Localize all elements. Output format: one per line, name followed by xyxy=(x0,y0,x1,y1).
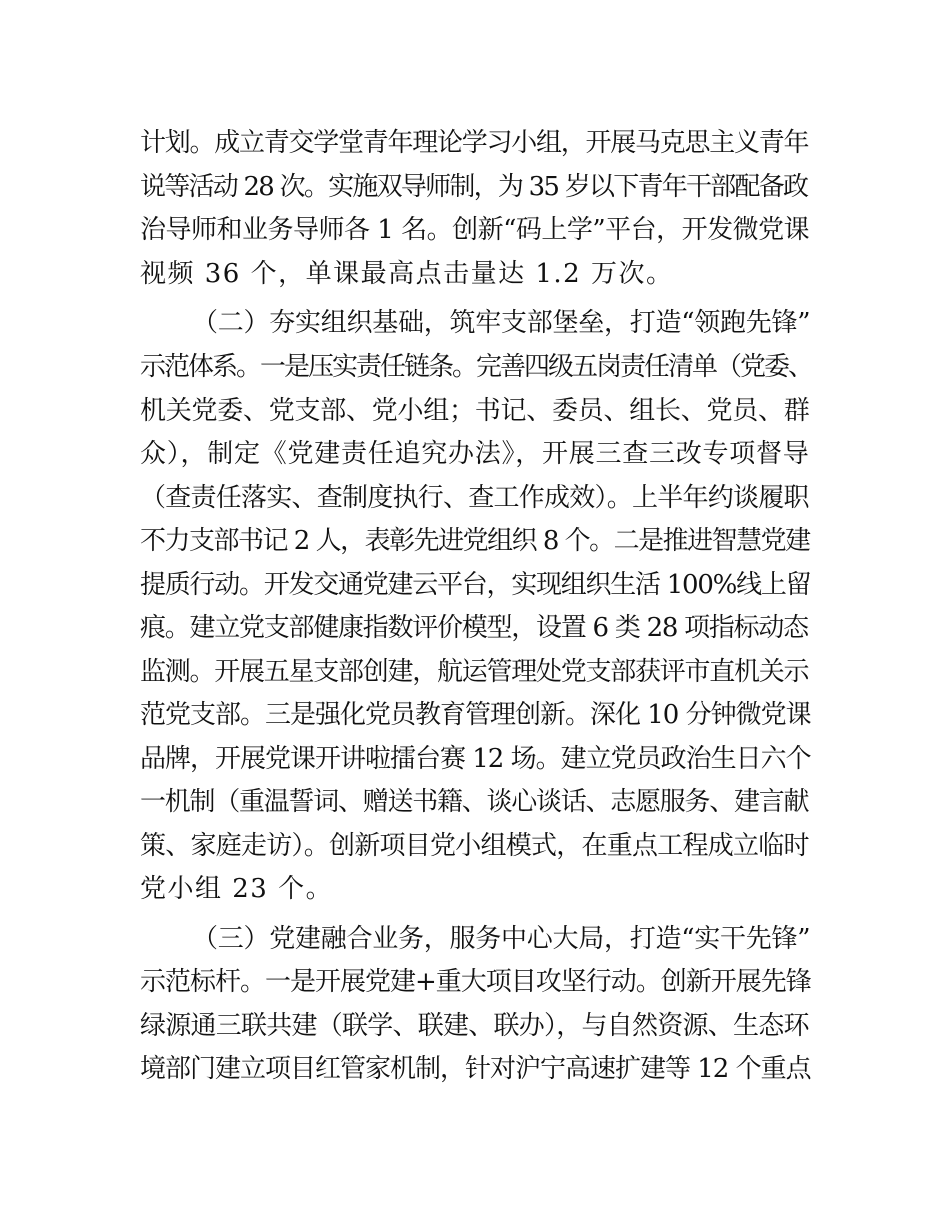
text-line: 视频 36 个，单课最高点击量达 1.2 万次。 xyxy=(140,259,674,289)
text-line: 说等活动 28 次。实施双导师制，为 35 岁以下青年干部配备政 xyxy=(140,172,808,202)
text-line: 痕。建立党支部健康指数评价模型，设置 6 类 28 项指标动态 xyxy=(140,613,808,643)
text-line: 示范标杆。一是开展党建+重大项目攻坚行动。创新开展先锋 xyxy=(140,967,811,997)
text-line: 范党支部。三是强化党员教育管理创新。深化 10 分钟微党课 xyxy=(140,700,811,730)
text-line: （二）夯实组织基础，筑牢支部堡垒，打造“领跑先锋” xyxy=(192,308,811,338)
text-line: 治导师和业务导师各 1 名。创新“码上学”平台，开发微党课 xyxy=(140,215,810,245)
text-line: 一机制（重温誓词、赠送书籍、谈心谈话、志愿服务、建言献 xyxy=(140,787,809,817)
text-line: 提质行动。开发交通党建云平台，实现组织生活 100%线上留 xyxy=(140,570,811,600)
text-line: 示范体系。一是压实责任链条。完善四级五岗责任清单（党委、 xyxy=(140,352,813,382)
text-line: （三）党建融合业务，服务中心大局，打造“实干先锋” xyxy=(192,924,811,954)
text-line: 机关党委、党支部、党小组；书记、委员、组长、党员、群 xyxy=(140,396,810,426)
text-line: 品牌，开展党课开讲啦擂台赛 12 场。建立党员政治生日六个 xyxy=(140,744,811,774)
text-line: 计划。成立青交学堂青年理论学习小组，开展马克思主义青年 xyxy=(140,128,809,158)
text-line: 境部门建立项目红管家机制，针对沪宁高速扩建等 12 个重点 xyxy=(140,1054,811,1084)
text-line: 众），制定《党建责任追究办法》，开展三查三改专项督导 xyxy=(140,439,810,469)
text-line: 绿源通三联共建（联学、联建、联办），与自然资源、生态环 xyxy=(140,1011,809,1041)
text-line: 策、家庭走访）。创新项目党小组模式，在重点工程成立临时 xyxy=(140,831,809,861)
text-line: 不力支部书记 2 人，表彰先进党组织 8 个。二是推进智慧党建 xyxy=(140,526,810,556)
text-line: （查责任落实、查制度执行、查工作成效）。上半年约谈履职 xyxy=(140,483,809,513)
text-line: 党小组 23 个。 xyxy=(140,874,334,904)
text-line: 监测。开展五星支部创建，航运管理处党支部获评市直机关示 xyxy=(140,657,809,687)
